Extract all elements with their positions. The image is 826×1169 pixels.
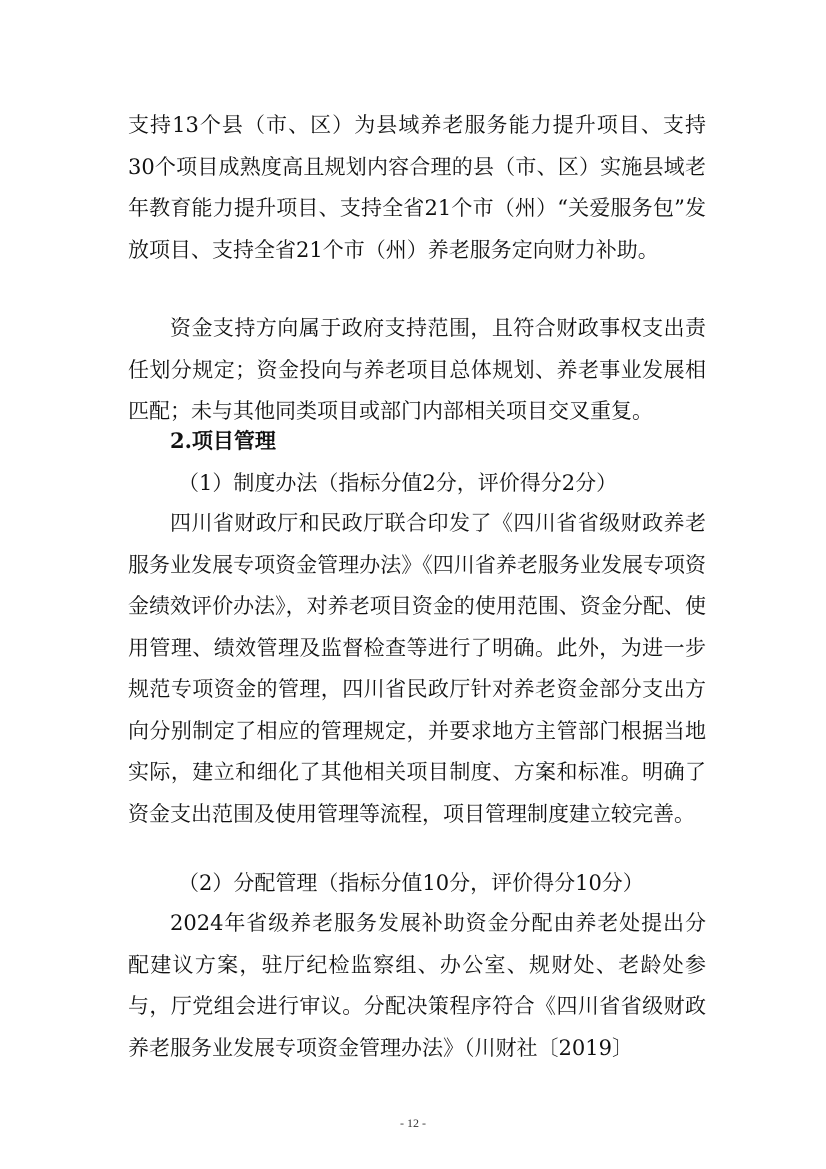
paragraph-funding-direction: 资金支持方向属于政府支持范围，且符合财政事权支出责任划分规定；资金投向与养老项目总体规划、养老事业发展相匹配；未与其他同类项目或部门内部相关项目交叉重复。 xyxy=(128,316,706,423)
paragraph-support-projects: 支持13个县（市、区）为县域养老服务能力提升项目、支持30个项目成熟度高且规划内容合理的县（市、区）实施县域老年教育能力提升项目、支持全省21个市（州）“关爱服务包”发放项目、支持全省21个市（州）养老服务定向财力补助。 xyxy=(128,113,706,262)
subheading-allocation-management: （2）分配管理（指标分值10分，评价得分10分） xyxy=(178,871,644,895)
subheading-system-measures: （1）制度办法（指标分值2分，评价得分2分） xyxy=(178,471,618,495)
page-number: - 12 - xyxy=(400,1116,426,1130)
paragraph-management-measures: 四川省财政厅和民政厅联合印发了《四川省省级财政养老服务业发展专项资金管理办法》《四川省养老服务业发展专项资金绩效评价办法》，对养老项目资金的使用范围、资金分配、使用管理、绩效管理及监督检查等进行了明确。此外，为进一步规范专项资金的管理，四川省民政厅针对养老资金部分支出方向分别制定了相应的管理规定，并要求地方主管部门根据当地实际，建立和细化了其他相关项目制度、方案和标准。明确了资金支出范围及使用管理等流程，项目管理制度建立较完善。 xyxy=(128,511,706,826)
section-heading-project-management: 2.项目管理 xyxy=(170,428,276,453)
paragraph-allocation-process: 2024年省级养老服务发展补助资金分配由养老处提出分配建议方案，驻厅纪检监察组、办公室、规财处、老龄处参与，厅党组会进行审议。分配决策程序符合《四川省省级财政养老服务业发展专项资金管理办法》（川财社〔2019〕 xyxy=(128,911,706,1060)
